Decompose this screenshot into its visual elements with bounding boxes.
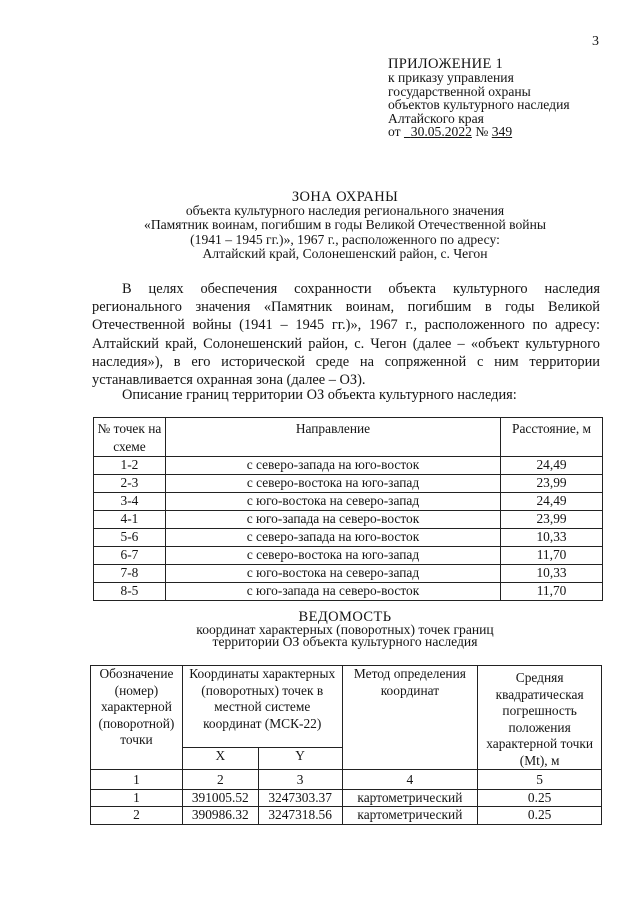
table-row xyxy=(94,565,603,583)
column-number: 2 xyxy=(182,770,258,790)
cell-distance: 23,99 xyxy=(501,475,603,493)
appendix-line: к приказу управления xyxy=(388,70,514,86)
cell-x: 390986.32 xyxy=(182,807,258,825)
cell-distance: 24,49 xyxy=(501,493,603,511)
cell-points: 4-1 xyxy=(94,511,166,529)
cell-direction: с северо-запада на юго-восток xyxy=(165,457,500,475)
order-date-line xyxy=(388,125,628,138)
header-distance: Расстояние, м xyxy=(501,418,603,457)
appendix-line: государственной охраны xyxy=(388,83,531,99)
table-row xyxy=(94,493,603,511)
vedomost-line: координат характерных (поворотных) точек границ xyxy=(196,621,494,637)
order-date-value: 30.05.2022 xyxy=(410,124,472,140)
column-numbers-row xyxy=(91,770,602,790)
table-row xyxy=(94,529,603,547)
cell-x: 391005.52 xyxy=(182,789,258,807)
cell-points: 2-3 xyxy=(94,475,166,493)
zone-title: ЗОНА ОХРАНЫ xyxy=(291,189,399,205)
cell-direction: с юго-запада на северо-восток xyxy=(165,511,500,529)
cell-distance: 10,33 xyxy=(501,529,603,547)
cell-method: картометрический xyxy=(342,807,478,825)
header-direction: Направление xyxy=(165,418,500,457)
zone-line: (1941 – 1945 гг.)», 1967 г., расположенного по адресу: xyxy=(190,231,500,247)
cell-points: 1-2 xyxy=(94,457,166,475)
description-heading: Описание границ территории ОЗ объекта культурного наследия: xyxy=(122,387,517,403)
column-number: 3 xyxy=(258,770,342,790)
cell-direction: с юго-востока на северо-запад xyxy=(165,493,500,511)
header-points: № точек на схеме xyxy=(94,418,166,457)
table-row xyxy=(94,457,603,475)
zone-line: «Памятник воинам, погибшим в годы Великой Отечественной войны xyxy=(144,217,546,233)
vedomost-line: территории ОЗ объекта культурного наследия xyxy=(212,634,478,650)
cell-direction: с северо-запада на юго-восток xyxy=(165,529,500,547)
table-row xyxy=(94,475,603,493)
number-sign: № xyxy=(475,124,489,140)
boundary-table xyxy=(93,417,603,601)
table-row xyxy=(91,807,602,825)
table-row xyxy=(91,789,602,807)
appendix-line: объектов культурного наследия xyxy=(388,97,570,113)
zone-line: объекта культурного наследия регионального значения xyxy=(185,203,505,219)
column-number: 4 xyxy=(342,770,478,790)
vedomost-title: ВЕДОМОСТЬ xyxy=(298,609,392,625)
page-number: 3 xyxy=(592,34,599,49)
intro-paragraph xyxy=(92,280,600,389)
cell-points: 6-7 xyxy=(94,547,166,565)
cell-designation: 2 xyxy=(91,807,183,825)
order-number: 349 xyxy=(491,124,513,140)
zone-line: Алтайский край, Солонешенский район, с. Чегон xyxy=(202,245,488,261)
header-designation: Обозначение (номер) характерной (поворотной) точки xyxy=(91,666,183,770)
cell-direction: с юго-востока на северо-запад xyxy=(165,565,500,583)
column-number: 1 xyxy=(91,770,183,790)
cell-direction: с юго-запада на северо-восток xyxy=(165,583,500,601)
column-number: 5 xyxy=(478,770,602,790)
cell-points: 8-5 xyxy=(94,583,166,601)
vedomost-heading xyxy=(160,611,530,649)
cell-points: 7-8 xyxy=(94,565,166,583)
appendix-block xyxy=(388,58,628,138)
cell-distance: 23,99 xyxy=(501,511,603,529)
header-y: Y xyxy=(258,748,342,770)
intro-paragraph-text: В целях обеспечения сохранности объекта культурного наследия регионального значения «Памятник воинам, погибшим в годы Великой Отечественной войны (1941 – 1945 гг.)», 1967 г., расположенного по адресу: Алтайский край, Солонешенский район, с. Чегон (далее – «объект культурного наследия»), в его исторической среде на сопряженной с ним территории устанавливается охранная зона (далее – ОЗ). xyxy=(92,281,600,389)
order-date xyxy=(404,124,472,139)
cell-distance: 10,33 xyxy=(501,565,603,583)
cell-distance: 11,70 xyxy=(501,547,603,565)
cell-distance: 11,70 xyxy=(501,583,603,601)
cell-error: 0.25 xyxy=(478,807,602,825)
coordinates-table xyxy=(90,665,602,825)
cell-designation: 1 xyxy=(91,789,183,807)
header-method: Метод определения координат xyxy=(342,666,478,770)
table-row xyxy=(94,583,603,601)
cell-distance: 24,49 xyxy=(501,457,603,475)
cell-points: 5-6 xyxy=(94,529,166,547)
boundary-table-header xyxy=(94,418,603,457)
appendix-title: ПРИЛОЖЕНИЕ 1 xyxy=(388,56,504,72)
date-prefix: от xyxy=(388,124,401,140)
table-row xyxy=(94,511,603,529)
table-row xyxy=(94,547,603,565)
appendix-line: Алтайского края xyxy=(388,110,484,126)
cell-y: 3247303.37 xyxy=(258,789,342,807)
coordinates-header xyxy=(91,666,602,748)
cell-direction: с северо-востока на юго-запад xyxy=(165,475,500,493)
zone-heading xyxy=(90,190,600,261)
header-x: X xyxy=(182,748,258,770)
cell-points: 3-4 xyxy=(94,493,166,511)
header-error: Средняя квадратическая погрешность положения характерной точки (Mt), м xyxy=(478,666,602,770)
cell-direction: с северо-востока на юго-запад xyxy=(165,547,500,565)
cell-method: картометрический xyxy=(342,789,478,807)
header-coordinates: Координаты характерных (поворотных) точек в местной системе координат (МСК-22) xyxy=(182,666,342,748)
cell-error: 0.25 xyxy=(478,789,602,807)
cell-y: 3247318.56 xyxy=(258,807,342,825)
